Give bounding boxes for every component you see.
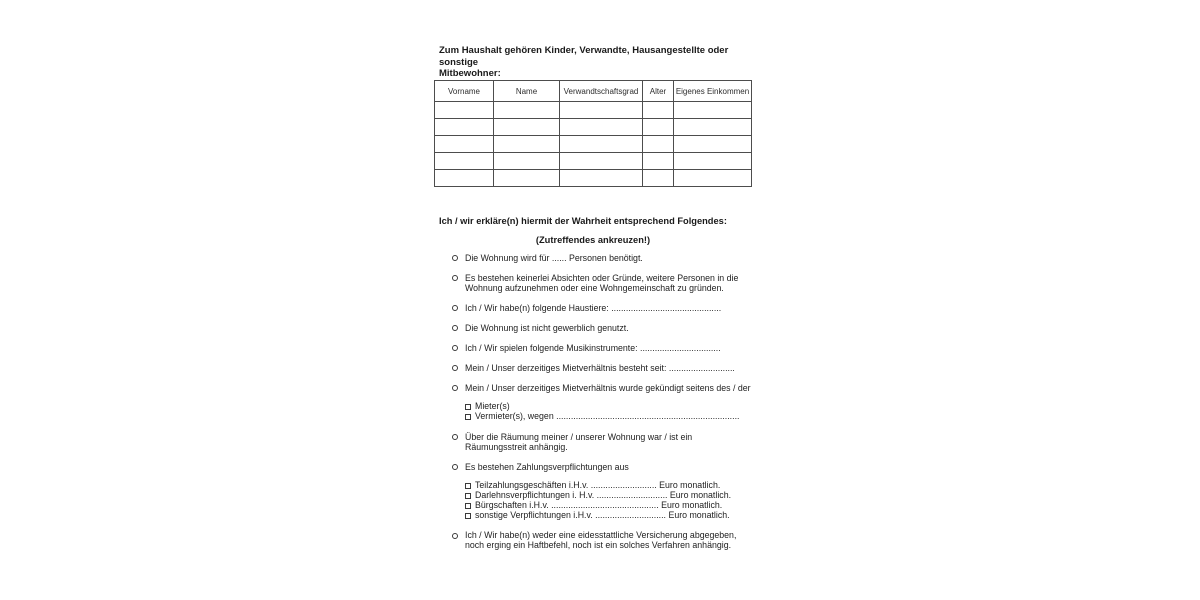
declaration-item — [434, 323, 752, 333]
declaration-item — [434, 253, 752, 263]
declaration-heading: Ich / wir erkläre(n) hiermit der Wahrheit entsprechend Folgendes: — [439, 216, 727, 226]
table-cell-empty[interactable] — [643, 119, 674, 136]
table-cell-empty[interactable] — [643, 170, 674, 187]
table-cell-empty[interactable] — [560, 136, 643, 153]
checkbox-row — [465, 412, 751, 422]
table-row — [435, 170, 752, 187]
declaration-list — [434, 253, 752, 550]
declaration-item — [434, 432, 752, 452]
column-header: Vorname — [435, 81, 494, 102]
household-table — [434, 80, 752, 187]
checkbox-row — [465, 511, 731, 521]
table-cell-empty[interactable] — [494, 136, 560, 153]
declaration-item — [434, 273, 752, 293]
checkbox-label: sonstige Verpflichtungen i.H.v. ............................. Euro monatlich. — [475, 509, 730, 520]
table-cell-empty[interactable] — [560, 170, 643, 187]
checkbox-icon[interactable] — [465, 513, 471, 519]
declaration-item — [434, 530, 752, 550]
item-text: Die Wohnung ist nicht gewerblich genutzt. — [465, 323, 629, 333]
table-cell-empty[interactable] — [435, 102, 494, 119]
household-table-body — [435, 102, 752, 187]
circle-bullet-icon[interactable] — [452, 345, 458, 351]
page-title: Zum Haushalt gehören Kinder, Verwandte, Hausangestellte oder sonstige Mitbewohner: — [439, 45, 729, 79]
column-header: Eigenes Einkommen — [674, 81, 752, 102]
circle-bullet-icon[interactable] — [452, 385, 458, 391]
declaration-subheading: (Zutreffendes ankreuzen!) — [535, 235, 651, 245]
table-cell-empty[interactable] — [560, 119, 643, 136]
checkbox-icon[interactable] — [465, 414, 471, 420]
item-text: Mein / Unser derzeitiges Mietverhältnis wurde gekündigt seitens des / der Mieter(s) Vermieter(s), wegen ........................................................................... — [465, 383, 751, 421]
table-cell-empty[interactable] — [674, 170, 752, 187]
item-text: Mein / Unser derzeitiges Mietverhältnis besteht seit: ........................... — [465, 363, 735, 373]
table-cell-empty[interactable] — [494, 119, 560, 136]
circle-bullet-icon[interactable] — [452, 533, 458, 539]
circle-bullet-icon[interactable] — [452, 275, 458, 281]
table-cell-empty[interactable] — [435, 170, 494, 187]
column-header: Name — [494, 81, 560, 102]
table-cell-empty[interactable] — [643, 136, 674, 153]
checkbox-icon[interactable] — [465, 493, 471, 499]
declaration-item — [434, 303, 752, 313]
checkbox-icon[interactable] — [465, 483, 471, 489]
table-header-row — [435, 81, 752, 102]
table-cell-empty[interactable] — [674, 136, 752, 153]
table-cell-empty[interactable] — [494, 153, 560, 170]
item-text: Ich / Wir habe(n) weder eine eidesstattliche Versicherung abgegeben, noch erging ein Haftbefehl, noch ist ein solches Verfahren anhängig. — [465, 530, 737, 551]
table-cell-empty[interactable] — [494, 102, 560, 119]
item-text: Ich / Wir spielen folgende Musikinstrumente: ................................. — [465, 343, 721, 353]
declaration-item — [434, 343, 752, 353]
table-row — [435, 119, 752, 136]
circle-bullet-icon[interactable] — [452, 434, 458, 440]
checkbox-group — [465, 481, 731, 521]
checkbox-label: Vermieter(s), wegen ........................................................................... — [475, 410, 740, 421]
circle-bullet-icon[interactable] — [452, 464, 458, 470]
checkbox-label: Teilzahlungsgeschäften i.H.v. ........................... Euro monatlich. — [475, 479, 721, 490]
table-cell-empty[interactable] — [435, 153, 494, 170]
table-row — [435, 102, 752, 119]
table-cell-empty[interactable] — [674, 102, 752, 119]
table-cell-empty[interactable] — [560, 102, 643, 119]
table-cell-empty[interactable] — [643, 102, 674, 119]
item-text: Es bestehen Zahlungsverpflichtungen aus Teilzahlungsgeschäften i.H.v. ........................... Euro monatlich. Darlehnsverpflichtungen i. H.v. ............................. Euro monatlich. Bürgschaften i.H.v. ............................................ Euro monatlich. sonstige Verpflichtungen i.H.v. ............................. Euro monatlich. — [465, 461, 732, 520]
checkbox-label: Darlehnsverpflichtungen i. H.v. ............................. Euro monatlich. — [475, 489, 732, 500]
circle-bullet-icon[interactable] — [452, 255, 458, 261]
item-text: Ich / Wir habe(n) folgende Haustiere: ............................................. — [465, 303, 722, 313]
item-text: Es bestehen keinerlei Absichten oder Gründe, weitere Personen in die Wohnung aufzunehmen oder eine Wohngemeinschaft zu gründen. — [465, 273, 739, 293]
household-table-header — [435, 81, 752, 102]
table-row — [435, 136, 752, 153]
table-cell-empty[interactable] — [643, 153, 674, 170]
item-text: Über die Räumung meiner / unserer Wohnung war / ist ein Räumungsstreit anhängig. — [465, 431, 693, 452]
table-cell-empty[interactable] — [560, 153, 643, 170]
checkbox-group — [465, 402, 751, 422]
table-row — [435, 153, 752, 170]
declaration-item — [434, 383, 752, 422]
circle-bullet-icon[interactable] — [452, 365, 458, 371]
item-text: Die Wohnung wird für ...... Personen benötigt. — [465, 253, 643, 263]
checkbox-label: Bürgschaften i.H.v. ............................................ Euro monatlich. — [475, 499, 723, 510]
checkbox-icon[interactable] — [465, 404, 471, 410]
declaration-item — [434, 462, 752, 521]
table-cell-empty[interactable] — [674, 119, 752, 136]
table-cell-empty[interactable] — [435, 136, 494, 153]
circle-bullet-icon[interactable] — [452, 305, 458, 311]
table-cell-empty[interactable] — [494, 170, 560, 187]
declaration-item — [434, 363, 752, 373]
table-cell-empty[interactable] — [435, 119, 494, 136]
column-header: Alter — [643, 81, 674, 102]
checkbox-label: Mieter(s) — [475, 401, 510, 411]
checkbox-icon[interactable] — [465, 503, 471, 509]
column-header: Verwandtschaftsgrad — [560, 81, 643, 102]
table-cell-empty[interactable] — [674, 153, 752, 170]
circle-bullet-icon[interactable] — [452, 325, 458, 331]
